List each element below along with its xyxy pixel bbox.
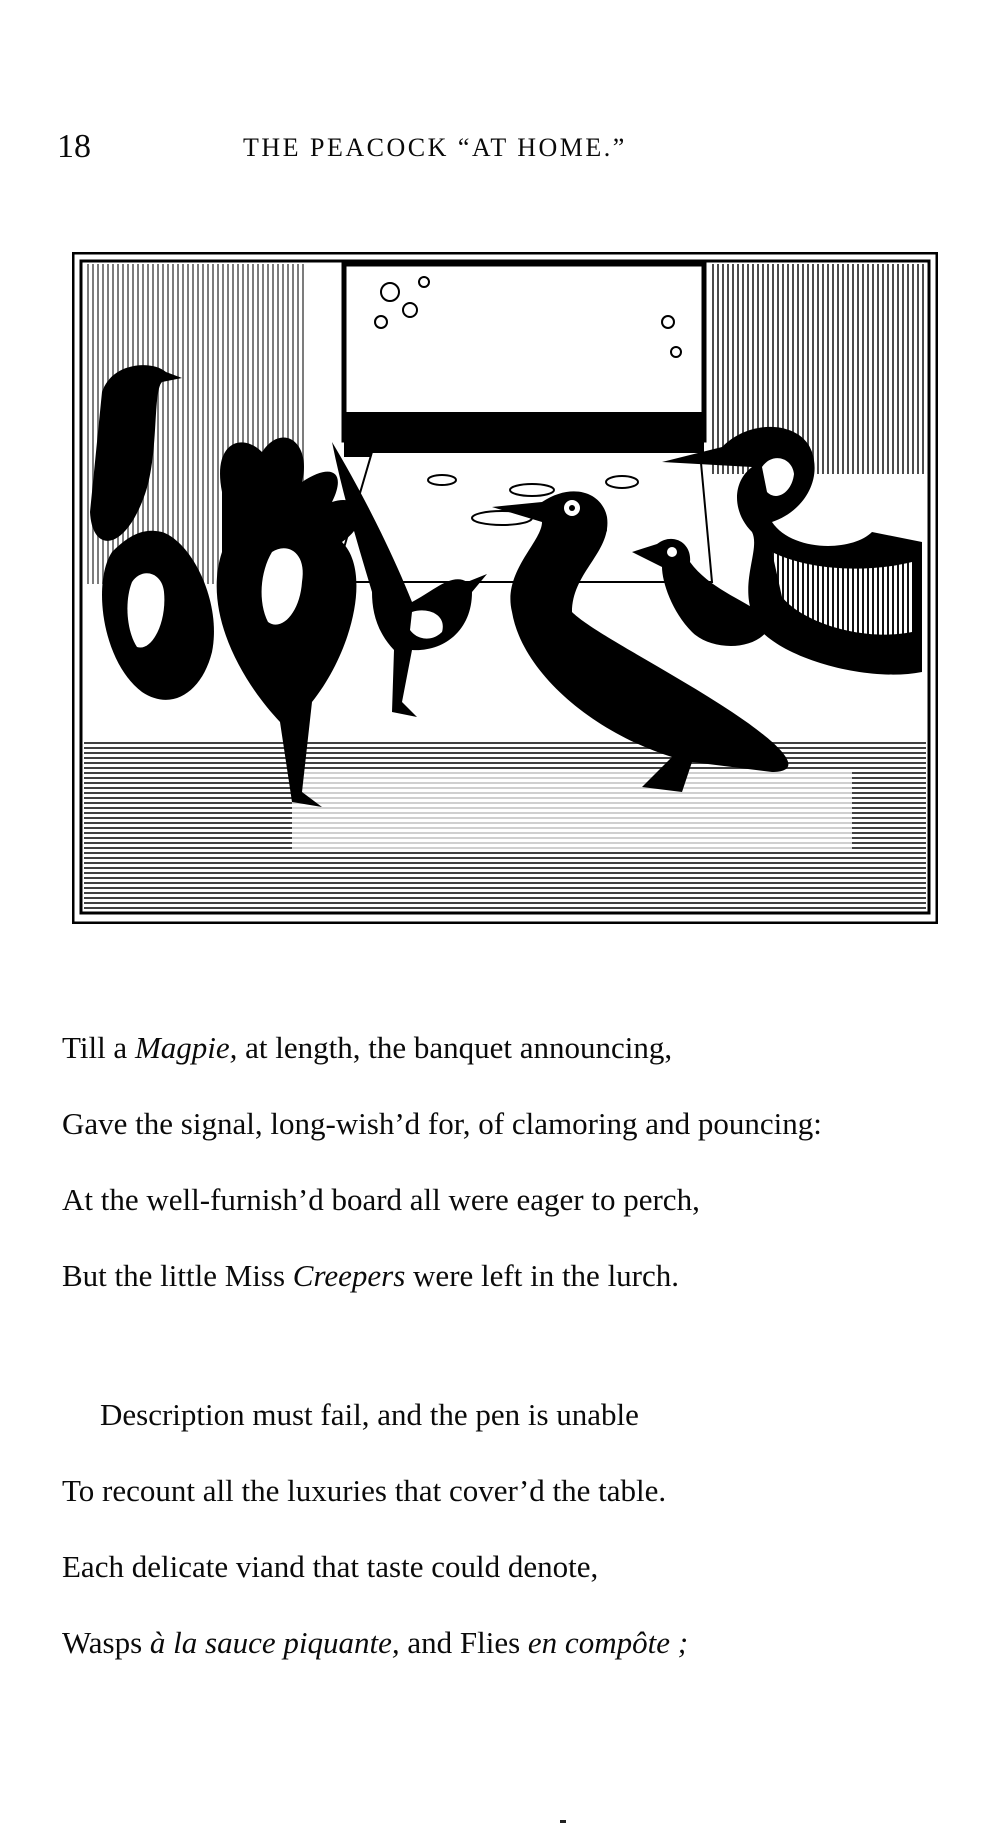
page-number: 18 [57,128,91,165]
woodcut-illustration-svg [72,252,938,924]
italic-name-creepers: Creepers [292,1258,406,1293]
italic-phrase: à la sauce piquante, [149,1625,400,1660]
verse-text: and Flies [399,1625,528,1660]
running-title: THE PEACOCK “AT HOME.” [243,133,627,162]
verse-line: At the well-furnish’d board all were eager to perch, [62,1182,700,1217]
stanza-1 [62,1010,822,1314]
verse-text: Till a [62,1030,135,1065]
verse-text: were left in the lurch. [405,1258,680,1293]
verse-line [62,1605,688,1681]
stanza-2 [62,1377,688,1681]
verse-line: Description must fail, and the pen is unable [100,1397,639,1432]
verse-line: To recount all the luxuries that cover’d the table. [62,1473,667,1508]
verse-line: Each delicate viand that taste could denote, [62,1549,599,1584]
verse-text: at length, the banquet announcing, [237,1030,673,1065]
verse-text: But the little Miss [62,1258,293,1293]
verse-line [62,1238,822,1314]
verse-line [62,1010,822,1086]
woodcut-illustration [72,252,938,924]
italic-name-magpie: Magpie, [134,1030,238,1065]
verse-line: Gave the signal, long-wish’d for, of clamoring and pouncing: [62,1106,822,1141]
italic-phrase: en compôte ; [527,1625,689,1660]
verse-text: Wasps [62,1625,150,1660]
footer-ink-mark [560,1820,566,1823]
